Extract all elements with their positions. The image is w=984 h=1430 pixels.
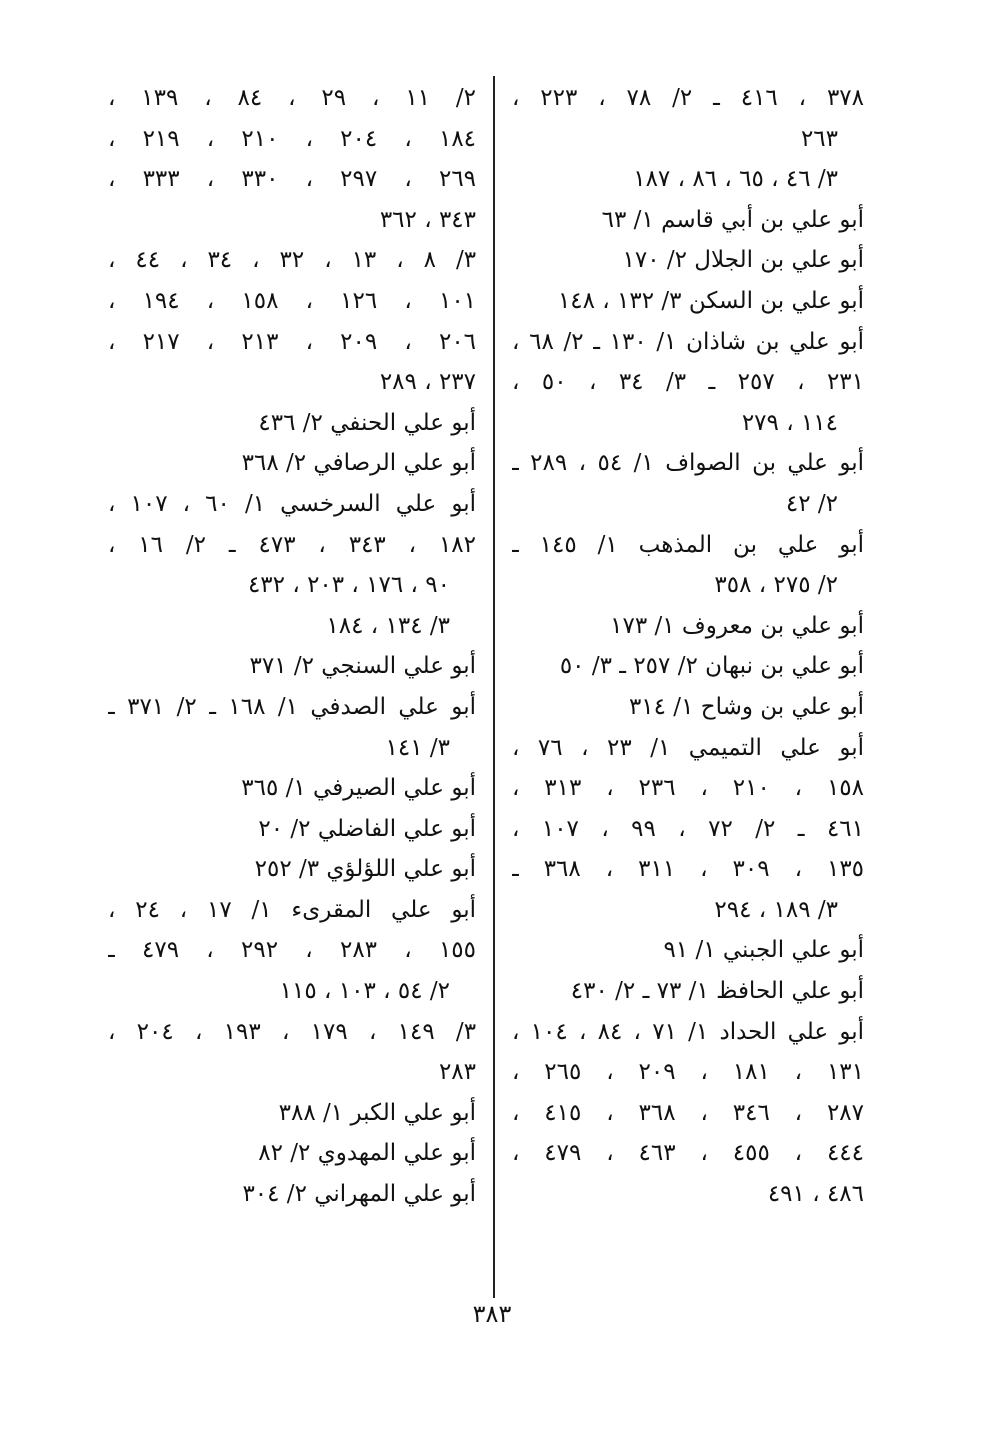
column-divider xyxy=(493,76,495,1298)
index-line: أبو علي السنجي ٢/ ٣٧١ xyxy=(249,653,476,680)
index-column-right xyxy=(512,78,864,1215)
index-line: ٢٦٩ ، ٢٩٧ ، ٣٣٠ ، ٣٣٣ ، xyxy=(108,166,476,193)
index-line: أبو علي بن أبي قاسم ١/ ٦٣ xyxy=(601,206,864,233)
index-line: ٣/ ٤٦ ، ٦٥ ، ٨٦ ، ١٨٧ xyxy=(633,166,838,193)
index-line: أبو علي السرخسي ١/ ٦٠ ، ١٠٧ ، xyxy=(108,490,476,517)
index-line: أبو علي الجبني ١/ ٩١ xyxy=(663,937,864,964)
index-line: أبو علي الصيرفي ١/ ٣٦٥ xyxy=(241,775,476,802)
index-column-left xyxy=(108,78,476,1215)
index-line: ٢/ ٤٢ xyxy=(785,490,838,517)
index-line: أبو علي بن شاذان ١/ ١٣٠ ـ ٢/ ٦٨ ، xyxy=(512,328,864,355)
index-line: ٢/ ٥٤ ، ١٠٣ ، ١١٥ xyxy=(279,978,450,1005)
index-line: أبو علي بن المذهب ١/ ١٤٥ ـ xyxy=(512,531,864,558)
index-line: أبو علي الفاضلي ٢/ ٢٠ xyxy=(258,815,476,842)
page-number: ٣٨٣ xyxy=(472,1300,512,1328)
index-line: أبو علي المهراني ٢/ ٣٠٤ xyxy=(242,1181,476,1208)
index-line: ٤٦١ ـ ٢/ ٧٢ ، ٩٩ ، ١٠٧ ، xyxy=(512,815,864,842)
index-line: ٣/ ٨ ، ١٣ ، ٣٢ ، ٣٤ ، ٤٤ ، xyxy=(108,247,476,274)
index-line: أبو علي المقرىء ١/ ١٧ ، ٢٤ ، xyxy=(108,896,476,923)
index-line: ٢/ ٢٧٥ ، ٣٥٨ xyxy=(714,572,838,599)
index-line: ١٣٥ ، ٣٠٩ ، ٣١١ ، ٣٦٨ ـ xyxy=(512,856,864,883)
index-line: ١٨٢ ، ٣٤٣ ، ٤٧٣ ـ ٢/ ١٦ ، xyxy=(108,531,476,558)
index-line: ١١٤ ، ٢٧٩ xyxy=(741,409,838,436)
index-line: ٤٤٤ ، ٤٥٥ ، ٤٦٣ ، ٤٧٩ ، xyxy=(512,1140,864,1167)
index-line: ١٥٨ ، ٢١٠ ، ٢٣٦ ، ٣١٣ ، xyxy=(512,775,864,802)
index-line: ٣/ ١٣٤ ، ١٨٤ xyxy=(326,612,450,639)
index-line: ٢٦٣ xyxy=(800,125,838,152)
index-line: أبو علي الحداد ١/ ٧١ ، ٨٤ ، ١٠٤ ، xyxy=(512,1018,864,1045)
index-line: أبو علي التميمي ١/ ٢٣ ، ٧٦ ، xyxy=(512,734,864,761)
index-line: ١٠١ ، ١٢٦ ، ١٥٨ ، ١٩٤ ، xyxy=(108,287,476,314)
index-line: أبو علي الصدفي ١/ ١٦٨ ـ ٢/ ٣٧١ ـ xyxy=(108,693,476,720)
index-line: ١٣١ ، ١٨١ ، ٢٠٩ ، ٢٦٥ ، xyxy=(512,1059,864,1086)
index-line: أبو علي الحافظ ١/ ٧٣ ـ ٢/ ٤٣٠ xyxy=(570,978,864,1005)
index-line: أبو علي الحنفي ٢/ ٤٣٦ xyxy=(258,409,476,436)
index-line: ٢٣١ ، ٢٥٧ ـ ٣/ ٣٤ ، ٥٠ ، xyxy=(512,369,864,396)
index-line: ٣/ ١٤١ xyxy=(385,734,450,761)
index-line: ٣٤٣ ، ٣٦٢ xyxy=(379,206,476,233)
index-line: أبو علي الكبر ١/ ٣٨٨ xyxy=(278,1099,476,1126)
index-line: ٤٨٦ ، ٤٩١ xyxy=(767,1181,864,1208)
index-line: أبو علي بن معروف ١/ ١٧٣ xyxy=(610,612,864,639)
index-line: ٢٨٧ ، ٣٤٦ ، ٣٦٨ ، ٤١٥ ، xyxy=(512,1099,864,1126)
index-line: أبو علي بن وشاح ١/ ٣١٤ xyxy=(628,693,864,720)
index-line: ١٨٤ ، ٢٠٤ ، ٢١٠ ، ٢١٩ ، xyxy=(108,125,476,152)
index-line: أبو علي بن السكن ٣/ ١٣٢ ، ١٤٨ xyxy=(557,287,864,314)
index-line: ٢٨٣ xyxy=(438,1059,476,1086)
index-line: أبو علي بن نبهان ٢/ ٢٥٧ ـ ٣/ ٥٠ xyxy=(559,653,864,680)
index-line: ٢٠٦ ، ٢٠٩ ، ٢١٣ ، ٢١٧ ، xyxy=(108,328,476,355)
index-line: أبو علي بن الصواف ١/ ٥٤ ، ٢٨٩ ـ xyxy=(512,450,864,477)
index-line: ١٥٥ ، ٢٨٣ ، ٢٩٢ ، ٤٧٩ ـ xyxy=(108,937,476,964)
index-line: ٣٧٨ ، ٤١٦ ـ ٢/ ٧٨ ، ٢٢٣ ، xyxy=(512,85,864,111)
index-line: ٣/ ١٨٩ ، ٢٩٤ xyxy=(714,896,838,923)
index-line: أبو علي اللؤلؤي ٣/ ٢٥٢ xyxy=(254,856,476,883)
index-line: ٣/ ١٤٩ ، ١٧٩ ، ١٩٣ ، ٢٠٤ ، xyxy=(108,1018,476,1045)
index-line: ٢٣٧ ، ٢٨٩ xyxy=(379,369,476,396)
index-line: أبو علي المهدوي ٢/ ٨٢ xyxy=(258,1140,476,1167)
index-line: أبو علي بن الجلال ٢/ ١٧٠ xyxy=(622,247,864,274)
index-line: ٢/ ١١ ، ٢٩ ، ٨٤ ، ١٣٩ ، xyxy=(108,85,476,111)
index-line: أبو علي الرصافي ٢/ ٣٦٨ xyxy=(241,450,476,477)
index-line: ٩٠ ، ١٧٦ ، ٢٠٣ ، ٤٣٢ xyxy=(247,572,450,599)
